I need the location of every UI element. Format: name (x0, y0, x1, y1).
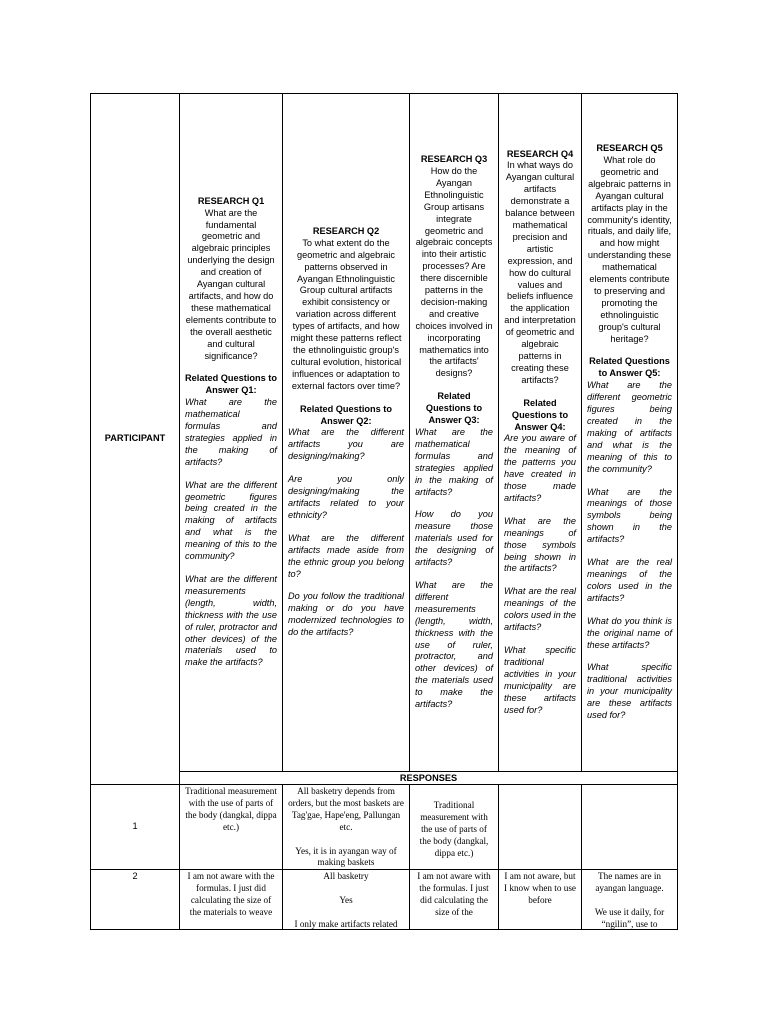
response-cell-q4 (499, 785, 582, 870)
participant-number: 2 (91, 870, 180, 930)
related-question-q1-1: What are the mathematical formulas and strategies applied in the making of artifacts? (185, 397, 277, 467)
response-cell-q5 (582, 785, 678, 870)
related-question-q4-2: What are the meanings of those symbols being shown in the artifacts? (504, 515, 576, 574)
participant-number: 1 (91, 785, 180, 870)
related-questions-q4-label: Related Questions to Answer Q4: (511, 397, 569, 432)
related-question-q5-1: What are the different geometric figures being created in the making of artifacts and what is the meaning of this to the community? (587, 380, 672, 474)
response-cell-q2 (283, 870, 410, 930)
research-q4-question: In what ways do Ayangan cultural artifacts demonstrate a balance between mathematical precision and artistic expression, and how do cultural values and beliefs influence the application and interpretation of geometric and algebraic patterns in creating these artifacts? (504, 160, 576, 385)
research-q1-question: What are the fundamental geometric and algebraic principles underlying the design and creation of Ayangan cultural artifacts, and how do these mathematical elements contribute to the overall aesthetic and cultural significance? (185, 207, 277, 361)
related-questions-q3-label: Related Questions to Answer Q3: (425, 391, 483, 426)
research-q5-question: What role do geometric and algebraic patterns in Ayangan cultural artifacts play in the community's identity, rituals, and daily life, and how might understanding these mathematical elements contribute to preserving and promoting the ethnolinguistic group's cultural heritage? (587, 154, 672, 344)
related-question-q2-1: What are the different artifacts you are designing/making? (288, 427, 404, 462)
response-cell-q2 (283, 785, 410, 870)
response-cell-q5 (582, 870, 678, 930)
response-cell-q1: Traditional measurement with the use of parts of the body (dangkal, dippa etc.) (180, 785, 283, 870)
related-question-q3-3: What are the different measurements (length, width, thickness with the use of ruler, protractor, and other devices) of the materials used to make the artifacts? (415, 579, 493, 710)
related-question-q5-4: What do you think is the original name of these artifacts? (587, 615, 672, 650)
research-q3-cell (410, 94, 499, 772)
related-question-q3-2: How do you measure those materials used for the designing of artifacts? (415, 509, 493, 568)
research-q2-cell (283, 94, 410, 772)
research-q3-question: How do the Ayangan Ethnolinguistic Group artisans integrate geometric and algebraic concepts into their artistic processes? Are there discernible patterns in the decision-making and creative choices involved in incorporating mathematics into the artifacts' designs? (415, 165, 493, 379)
research-q5-cell (582, 94, 678, 772)
response-text: I am not aware with the formulas. I just did calculating the size of the materials to weave (187, 871, 275, 918)
research-q4-title: RESEARCH Q4 (506, 148, 574, 159)
participant-header: PARTICIPANT (91, 94, 180, 785)
research-q1-cell (180, 94, 283, 772)
related-question-q1-3: What are the different measurements (length, width, thickness with the use of ruler, protractor and other devices) of the materials used to make the artifacts? (185, 574, 277, 668)
research-questions-table (90, 93, 678, 930)
response-text: All basketry depends from orders, but the most baskets are Tag'gae, Hape'eng, Pallungan etc. (288, 786, 404, 832)
related-question-q5-5: What specific traditional activities in your municipality are these artifacts used for? (587, 662, 672, 721)
response-cell-q3 (410, 870, 499, 930)
related-question-q5-3: What are the real meanings of the colors used in the artifacts? (587, 557, 672, 603)
response-text: Yes, it is in ayangan way of making baskets (295, 845, 397, 868)
research-q1-title: RESEARCH Q1 (197, 195, 265, 206)
research-q4-cell (499, 94, 582, 772)
response-text: I only make artifacts related (294, 918, 398, 929)
response-text: I am not aware, but I know when to use before (504, 871, 576, 906)
related-question-q5-2: What are the meanings of those symbols being shown in the artifacts? (587, 486, 672, 545)
related-question-q2-3: What are the different artifacts made aside from the ethnic group you belong to? (288, 532, 404, 579)
response-text: All basketry (323, 871, 369, 882)
research-q2-title: RESEARCH Q2 (312, 225, 380, 236)
response-cell-q1 (180, 870, 283, 930)
header-row (91, 94, 678, 772)
response-text: We use it daily, for “ngilin”, use to (594, 907, 665, 929)
response-text: I am not aware with the formulas. I just did calculating the size of the (417, 871, 491, 918)
research-q3-title: RESEARCH Q3 (420, 154, 488, 165)
related-question-q4-4: What specific traditional activities in your municipality are these artifacts used for? (504, 645, 576, 715)
table-row (91, 870, 678, 930)
response-text: The names are in ayangan language. (595, 871, 664, 894)
related-questions-q2-label: Related Questions to Answer Q2: (300, 403, 392, 426)
research-q2-question: To what extent do the geometric and algebraic patterns observed in Ayangan Ethnolinguistic Group cultural artifacts exhibit consistency or variation across different types of artifacts, and how might these patterns reflect the ethnolinguistic group's cultural evolution, historical influences or adaptation to external factors over time? (290, 237, 402, 391)
responses-row (91, 772, 678, 785)
response-text: Yes (339, 895, 353, 906)
related-question-q4-3: What are the real meanings of the colors used in the artifacts? (504, 586, 577, 633)
related-questions-q1-label: Related Questions to Answer Q1: (185, 373, 277, 396)
related-question-q1-2: What are the different geometric figures being created in the making of artifacts and what is the meaning of this to the community? (185, 479, 277, 562)
table-row (91, 785, 678, 870)
related-questions-q5-label: Related Questions to Answer Q5: (589, 356, 670, 379)
related-question-q2-4: Do you follow the traditional making or do you have modernized technologies to do the artifacts? (288, 591, 404, 638)
related-question-q3-1: What are the mathematical formulas and strategies applied in the making of artifacts? (415, 427, 493, 497)
related-question-q4-1: Are you aware of the meaning of the patterns you have created in those made artifacts? (504, 433, 576, 503)
related-question-q2-2: Are you only designing/making the artifacts related to your ethnicity? (288, 474, 404, 520)
responses-label: RESPONSES (180, 772, 678, 785)
research-q5-title: RESEARCH Q5 (596, 143, 663, 154)
response-cell-q3: Traditional measurement with the use of parts of the body (dangkal, dippa etc.) (410, 785, 499, 870)
response-cell-q4 (499, 870, 582, 930)
